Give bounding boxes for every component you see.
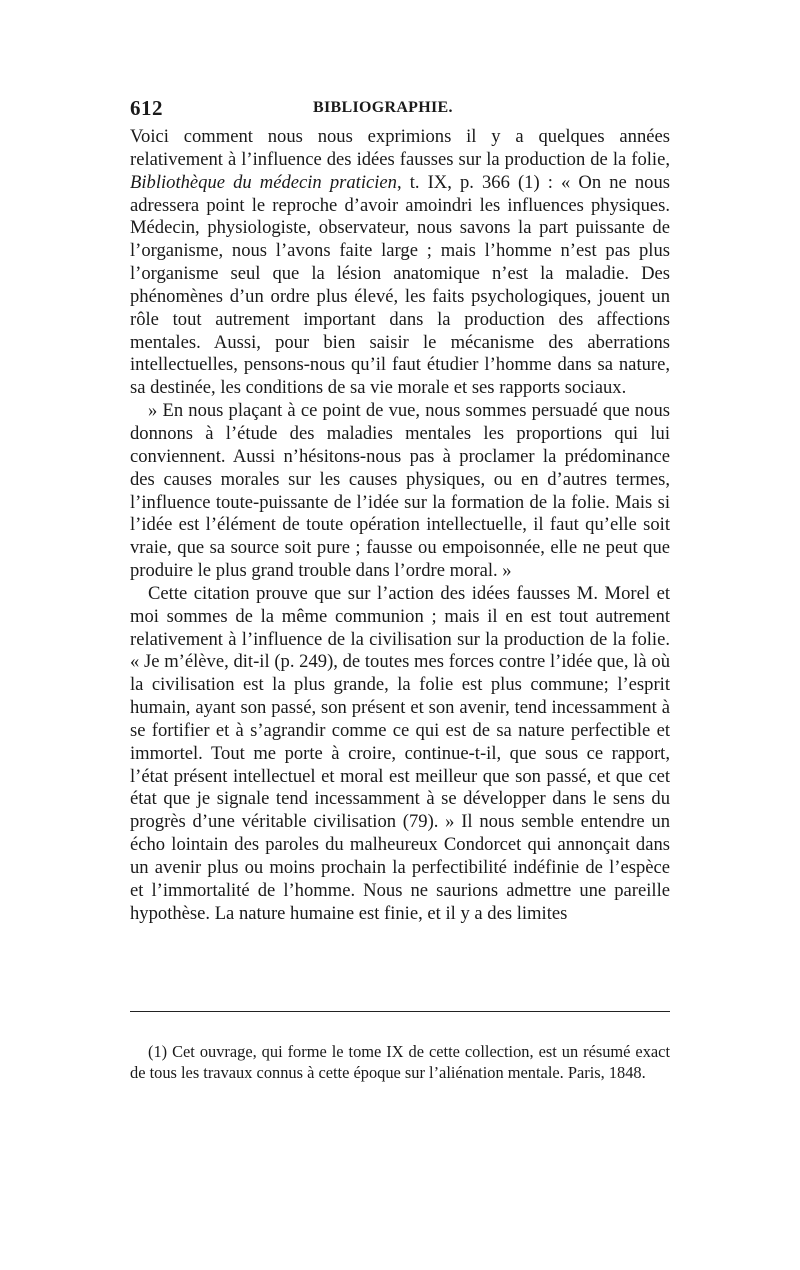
paragraph-1-part-a: Voici comment nous nous exprimions il y a quelques années relativement à l’influence des idées fausses sur la production de la folie,: [130, 126, 670, 170]
footnote-divider: [130, 1011, 670, 1012]
paragraph-3: Cette citation prouve que sur l’action des idées fausses M. Morel et moi sommes de la même communion ; mais il en est tout autrement relativement à l’influence de la civilisation sur la production de la folie. « Je m’élève, dit-il (p. 249), de toutes mes forces contre l’idée que, là où la civilisation est la plus grande, la folie est plus commune; l’esprit humain, ayant son passé, son présent et son avenir, tend incessamment à se fortifier et à s’agrandir comme ce qui est de sa nature perfectible et immortel. Tout me porte à croire, continue-t-il, que sous ce rapport, l’état présent intellectuel et moral est meilleur que son passé, et que cet état que je signale tend incessamment à se développer dans le sens du progrès d’une véritable civilisation (79). » Il nous semble entendre un écho lointain des paroles du malheureux Condorcet qui annonçait dans un avenir plus ou moins prochain la perfectibilité indéfinie de l’espèce et l’immortalité de l’homme. Nous ne saurions admettre une pareille hypothèse. La nature humaine est finie, et il y a des limites: [130, 582, 670, 924]
paragraph-2: » En nous plaçant à ce point de vue, nous sommes persuadé que nous donnons à l’étude des maladies mentales les proportions qui lui conviennent. Aussi n’hésitons-nous pas à proclamer la prédominance des causes morales sur les causes physiques, ou en d’autres termes, l’influence toute-puissante de l’idée sur la formation de la folie. Mais si l’idée est l’élément de toute opération intellectuelle, il faut qu’elle soit vraie, que sa source soit pure ; fausse ou empoisonnée, elle ne peut que produire le plus grand trouble dans l’ordre moral. »: [130, 400, 670, 582]
running-title: BIBLIOGRAPHIE.: [313, 99, 453, 116]
paragraph-1-part-b: , t. IX, p. 366 (1) : « On ne nous adressera point le reproche d’avoir amoindri les influences physiques. Médecin, physiologiste, observateur, nous savons la part puissante de l’organisme, nous l’avons faite large ; mais l’homme n’est pas plus l’organisme seul que la lésion anatomique n’est la maladie. Des phénomènes d’un ordre plus élevé, les faits psychologiques, jouent un rôle tout autrement important dans la production des affections mentales. Aussi, pour bien saisir le mécanisme des aberrations intellectuelles, pensons-nous qu’il faut étudier l’homme dans sa nature, sa destinée, les conditions de sa vie morale et ses rapports sociaux.: [130, 171, 670, 399]
body-text: [130, 126, 670, 926]
book-title-italic: Bibliothèque du médecin praticien: [130, 171, 397, 193]
paragraph-1: [130, 126, 670, 400]
running-head: [130, 96, 670, 124]
page-number: 612: [130, 96, 163, 120]
footnote: (1) Cet ouvrage, qui forme le tome IX de cette collection, est un résumé exact de tous les travaux connus à cette époque sur l’aliénation mentale. Paris, 1848.: [130, 1042, 670, 1083]
